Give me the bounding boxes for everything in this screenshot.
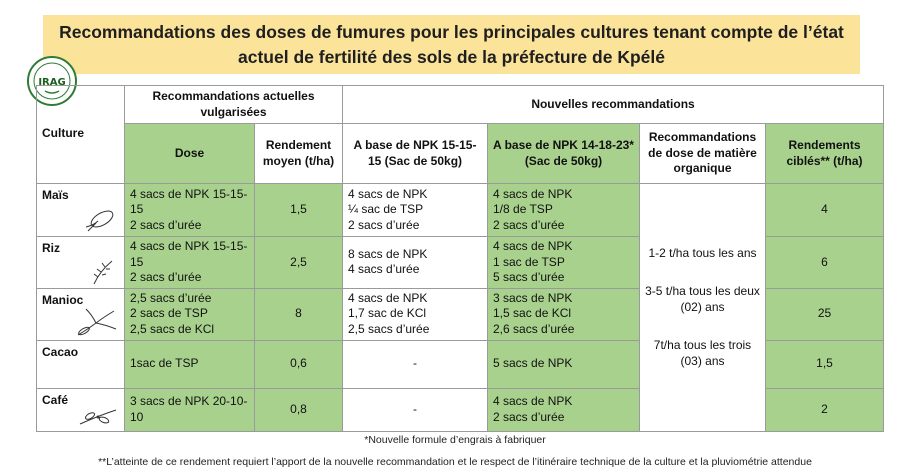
dose-cell: 3 sacs de NPK 20-10-10 xyxy=(125,388,255,431)
rice-icon xyxy=(88,257,118,285)
target-yield-cell: 6 xyxy=(766,237,884,289)
npk15-cell: 4 sacs de NPK ¼ sac de TSP 2 sacs d’urée xyxy=(343,184,488,237)
crop-cell xyxy=(37,340,125,388)
organic-rate-1: 1-2 t/ha tous les ans xyxy=(648,246,757,261)
crop-name: Cacao xyxy=(42,344,79,359)
target-yield-cell: 2 xyxy=(766,388,884,431)
crop-name: Maïs xyxy=(42,188,69,202)
dose-cell: 1sac de TSP xyxy=(125,340,255,388)
organic-rate-3: 7t/ha tous les trois (03) ans xyxy=(653,338,752,369)
header-average-yield: Rendement moyen (t/ha) xyxy=(255,124,343,184)
footnote-new-formula: *Nouvelle formule d’engrais à fabriquer xyxy=(364,434,546,446)
crop-name: Riz xyxy=(42,241,60,255)
recommendations-table xyxy=(36,85,884,432)
average-yield-cell: 0,6 xyxy=(255,340,343,388)
header-target-yield: Rendements ciblés** (t/ha) xyxy=(766,124,884,184)
header-new-recommendations: Nouvelles recommandations xyxy=(343,86,884,124)
crop-name: Manioc xyxy=(42,292,84,307)
npk15-cell: 4 sacs de NPK 1,7 sac de KCl 2,5 sacs d’urée xyxy=(343,288,488,340)
crop-name: Café xyxy=(42,392,69,407)
title-line-1: Recommandations des doses de fumures pour les principales cultures tenant compte de l’état xyxy=(59,21,844,42)
header-culture: Culture xyxy=(37,86,125,184)
average-yield-cell: 2,5 xyxy=(255,237,343,289)
npk14-cell: 4 sacs de NPK 2 sacs d’urée xyxy=(488,388,640,431)
title-banner xyxy=(43,15,860,74)
npk15-cell: - xyxy=(343,388,488,431)
header-npk-14-18-23: A base de NPK 14-18-23* (Sac de 50kg) xyxy=(488,124,640,184)
dose-cell: 4 sacs de NPK 15-15-15 2 sacs d’urée xyxy=(125,184,255,237)
target-yield-cell: 4 xyxy=(766,184,884,237)
npk14-cell: 5 sacs de NPK xyxy=(488,340,640,388)
npk14-cell: 3 sacs de NPK 1,5 sac de KCl 2,6 sacs d’urée xyxy=(488,288,640,340)
organic-matter-cell xyxy=(640,184,766,432)
coffee-icon xyxy=(78,406,118,428)
table-row xyxy=(37,184,884,237)
crop-cell xyxy=(37,237,125,289)
dose-cell: 2,5 sacs d’urée 2 sacs de TSP 2,5 sacs de KCl xyxy=(125,288,255,340)
dose-cell: 4 sacs de NPK 15-15-15 2 sacs d’urée xyxy=(125,237,255,289)
header-dose: Dose xyxy=(125,124,255,184)
crop-cell xyxy=(37,388,125,431)
organic-rate-2: 3-5 t/ha tous les deux (02) ans xyxy=(645,284,760,315)
npk15-cell: 8 sacs de NPK 4 sacs d’urée xyxy=(343,237,488,289)
npk14-cell: 4 sacs de NPK 1 sac de TSP 5 sacs d’urée xyxy=(488,237,640,289)
corn-icon xyxy=(84,207,118,233)
average-yield-cell: 1,5 xyxy=(255,184,343,237)
footnote-yield-condition: **L’atteinte de ce rendement requiert l’apport de la nouvelle recommandation et le respect de l’itinéraire technique de la culture et la pluviométrie attendue xyxy=(98,456,812,468)
npk14-cell: 4 sacs de NPK 1/8 de TSP 2 sacs d’urée xyxy=(488,184,640,237)
header-organic-matter: Recommandations de dose de matière organique xyxy=(640,124,766,184)
target-yield-cell: 1,5 xyxy=(766,340,884,388)
average-yield-cell: 0,8 xyxy=(255,388,343,431)
crop-cell xyxy=(37,288,125,340)
target-yield-cell: 25 xyxy=(766,288,884,340)
crop-cell xyxy=(37,184,125,237)
title-line-2: actuel de fertilité des sols de la préfecture de Kpélé xyxy=(238,46,665,67)
average-yield-cell: 8 xyxy=(255,288,343,340)
npk15-cell: - xyxy=(343,340,488,388)
header-current-recommendations: Recommandations actuelles vulgarisées xyxy=(125,86,343,124)
header-npk-15-15-15: A base de NPK 15-15-15 (Sac de 50kg) xyxy=(343,124,488,184)
cassava-icon xyxy=(74,307,118,337)
logo-text: IRAG xyxy=(38,77,66,88)
